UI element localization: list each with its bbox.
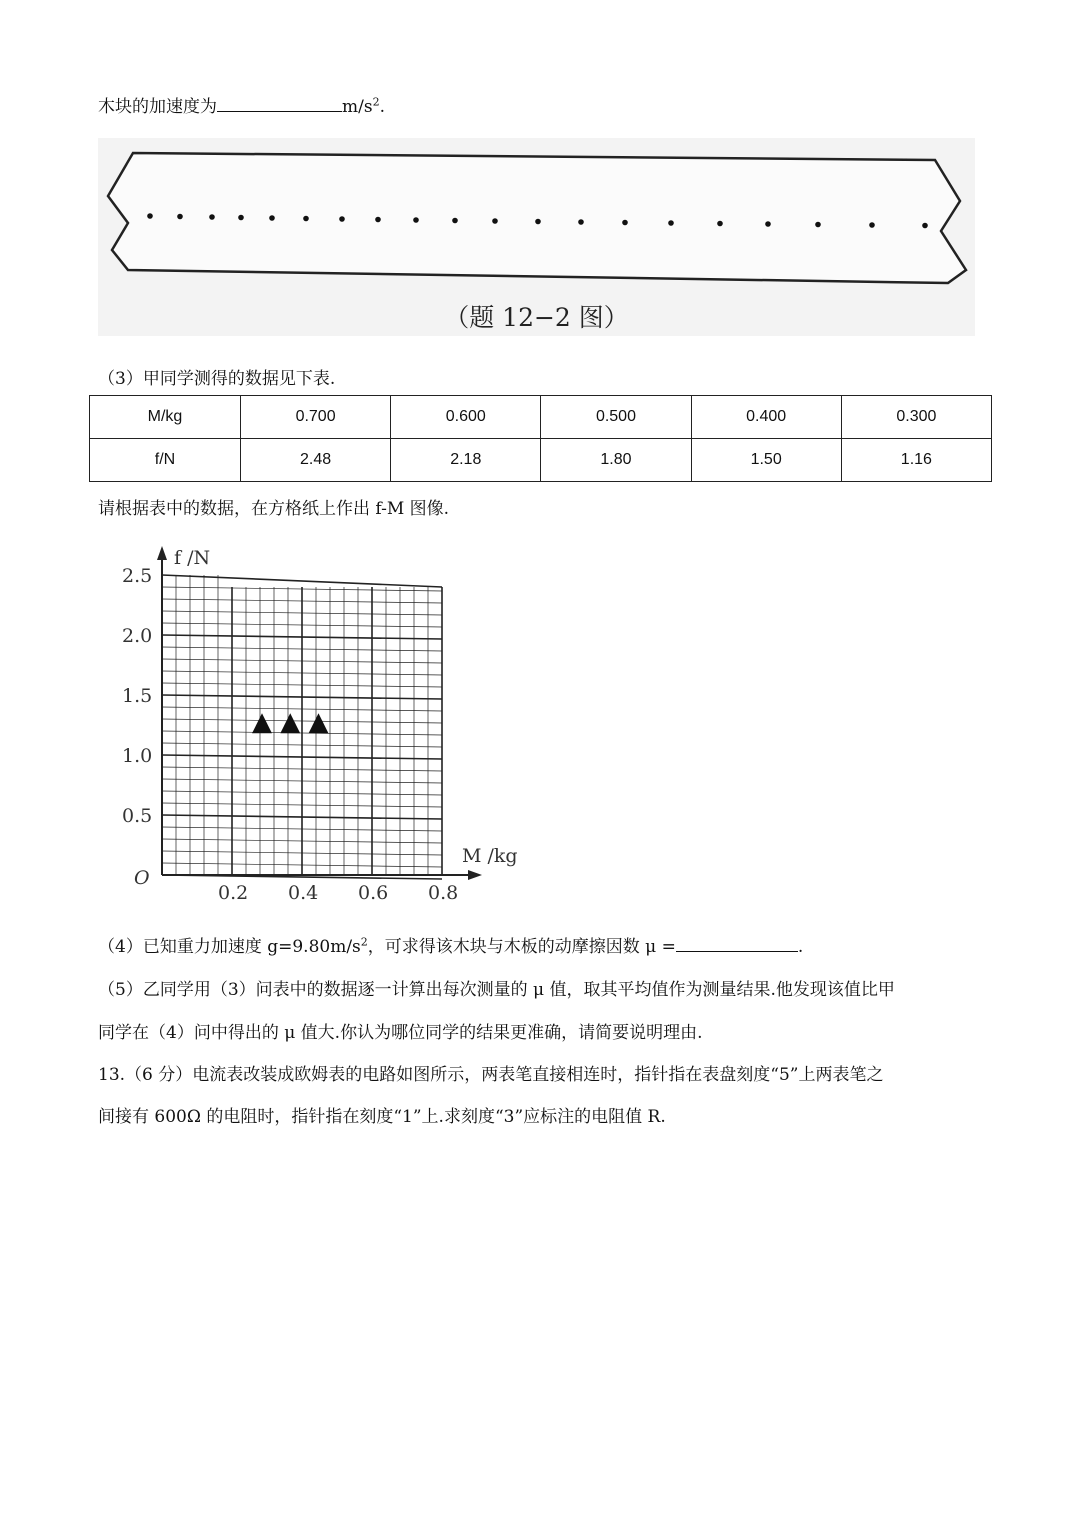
y-axis-label: f /N: [174, 547, 211, 569]
tape-dot: [238, 215, 244, 221]
table-cell: 2.48: [241, 439, 391, 482]
origin-label: O: [134, 867, 150, 889]
tape-dot: [452, 218, 458, 224]
accel-text: 木块的加速度为: [98, 97, 217, 117]
tape-dot: [815, 222, 821, 228]
ticker-tape-outline: [108, 153, 966, 283]
question-3: （3）甲同学测得的数据见下表.: [98, 369, 336, 389]
tape-dot: [578, 219, 584, 225]
table-cell: 1.16: [841, 439, 991, 482]
q4-text: （4）已知重力加速度 g=9.80m/s: [98, 937, 361, 957]
tape-dot: [209, 214, 215, 220]
table-cell: 2.18: [391, 439, 541, 482]
table-cell: 0.500: [541, 396, 691, 439]
tape-dot: [492, 218, 498, 224]
y-tick-label: 1.5: [122, 685, 153, 707]
tape-dot: [303, 216, 309, 222]
graph-instruction: 请根据表中的数据，在方格纸上作出 f-M 图像.: [98, 499, 450, 519]
table-row-friction: [90, 439, 992, 482]
table-row-mass: [90, 396, 992, 439]
q4-rest: ，可求得该木块与木板的动摩擦因数 μ =: [367, 937, 676, 957]
data-table: [89, 395, 992, 482]
tape-dot: [413, 217, 419, 223]
accel-unit-sup: 2: [372, 95, 380, 109]
question-13-line-2: 间接有 600Ω 的电阻时，指针指在刻度“1”上.求刻度“3”应标注的电阻值 R.: [98, 1107, 666, 1127]
table-cell: 1.80: [541, 439, 691, 482]
y-tick-label: 1.0: [122, 745, 153, 767]
tape-dot: [668, 220, 674, 226]
graph-markers: ▲ ▲ ▲: [252, 707, 329, 737]
x-tick-label: 0.6: [358, 882, 389, 904]
accel-end: .: [379, 97, 385, 117]
q4-end: .: [797, 937, 804, 957]
answer-blank-mu[interactable]: [676, 935, 798, 952]
table-header-friction: f/N: [90, 439, 241, 482]
x-axis-label: M /kg: [462, 845, 518, 867]
graph-paper-svg: [110, 540, 530, 910]
x-tick-label: 0.2: [218, 882, 249, 904]
y-tick-label: 2.5: [122, 565, 153, 587]
tape-dot: [622, 220, 628, 226]
y-tick-labels: [122, 565, 152, 827]
x-tick-label: 0.8: [428, 882, 459, 904]
x-tick-labels: [218, 882, 458, 904]
x-axis-arrow: [468, 870, 482, 880]
question-13-line-1: 13.（6 分）电流表改装成欧姆表的电路如图所示，两表笔直接相连时，指针指在表盘刻度“5”上两表笔之: [98, 1065, 884, 1085]
question-5-line-1: （5）乙同学用（3）问表中的数据逐一计算出每次测量的 μ 值，取其平均值作为测量结果.他发现该值比甲: [98, 980, 895, 1000]
table-cell: 0.400: [691, 396, 841, 439]
tape-dot: [922, 223, 928, 229]
tape-dot: [147, 213, 153, 219]
ticker-tape-figure: [98, 138, 975, 336]
table-cell: 1.50: [691, 439, 841, 482]
y-axis-arrow: [157, 546, 167, 560]
tape-dot: [717, 221, 723, 227]
acceleration-question: [98, 92, 385, 117]
accel-unit: m/s: [342, 97, 373, 117]
y-tick-label: 0.5: [122, 805, 153, 827]
table-cell: 0.700: [241, 396, 391, 439]
tape-dot: [375, 217, 381, 223]
table-header-mass: M/kg: [90, 396, 241, 439]
question-5-line-2: 同学在（4）问中得出的 μ 值大.你认为哪位同学的结果更准确，请简要说明理由.: [98, 1023, 703, 1043]
table-cell: 0.600: [391, 396, 541, 439]
tape-dot: [177, 214, 183, 220]
tape-caption: （题 12−2 图）: [444, 303, 629, 332]
y-tick-label: 2.0: [122, 625, 153, 647]
answer-blank-accel[interactable]: [217, 95, 342, 112]
tape-dot: [339, 216, 345, 222]
question-4: [98, 932, 803, 957]
tape-dot: [535, 219, 541, 225]
table-cell: 0.300: [841, 396, 991, 439]
tape-dot: [765, 221, 771, 227]
tape-dot: [269, 215, 275, 221]
tape-dot: [869, 222, 875, 228]
q4-sup: 2: [360, 935, 368, 949]
x-tick-label: 0.4: [288, 882, 319, 904]
graph-paper-figure: [110, 540, 530, 910]
